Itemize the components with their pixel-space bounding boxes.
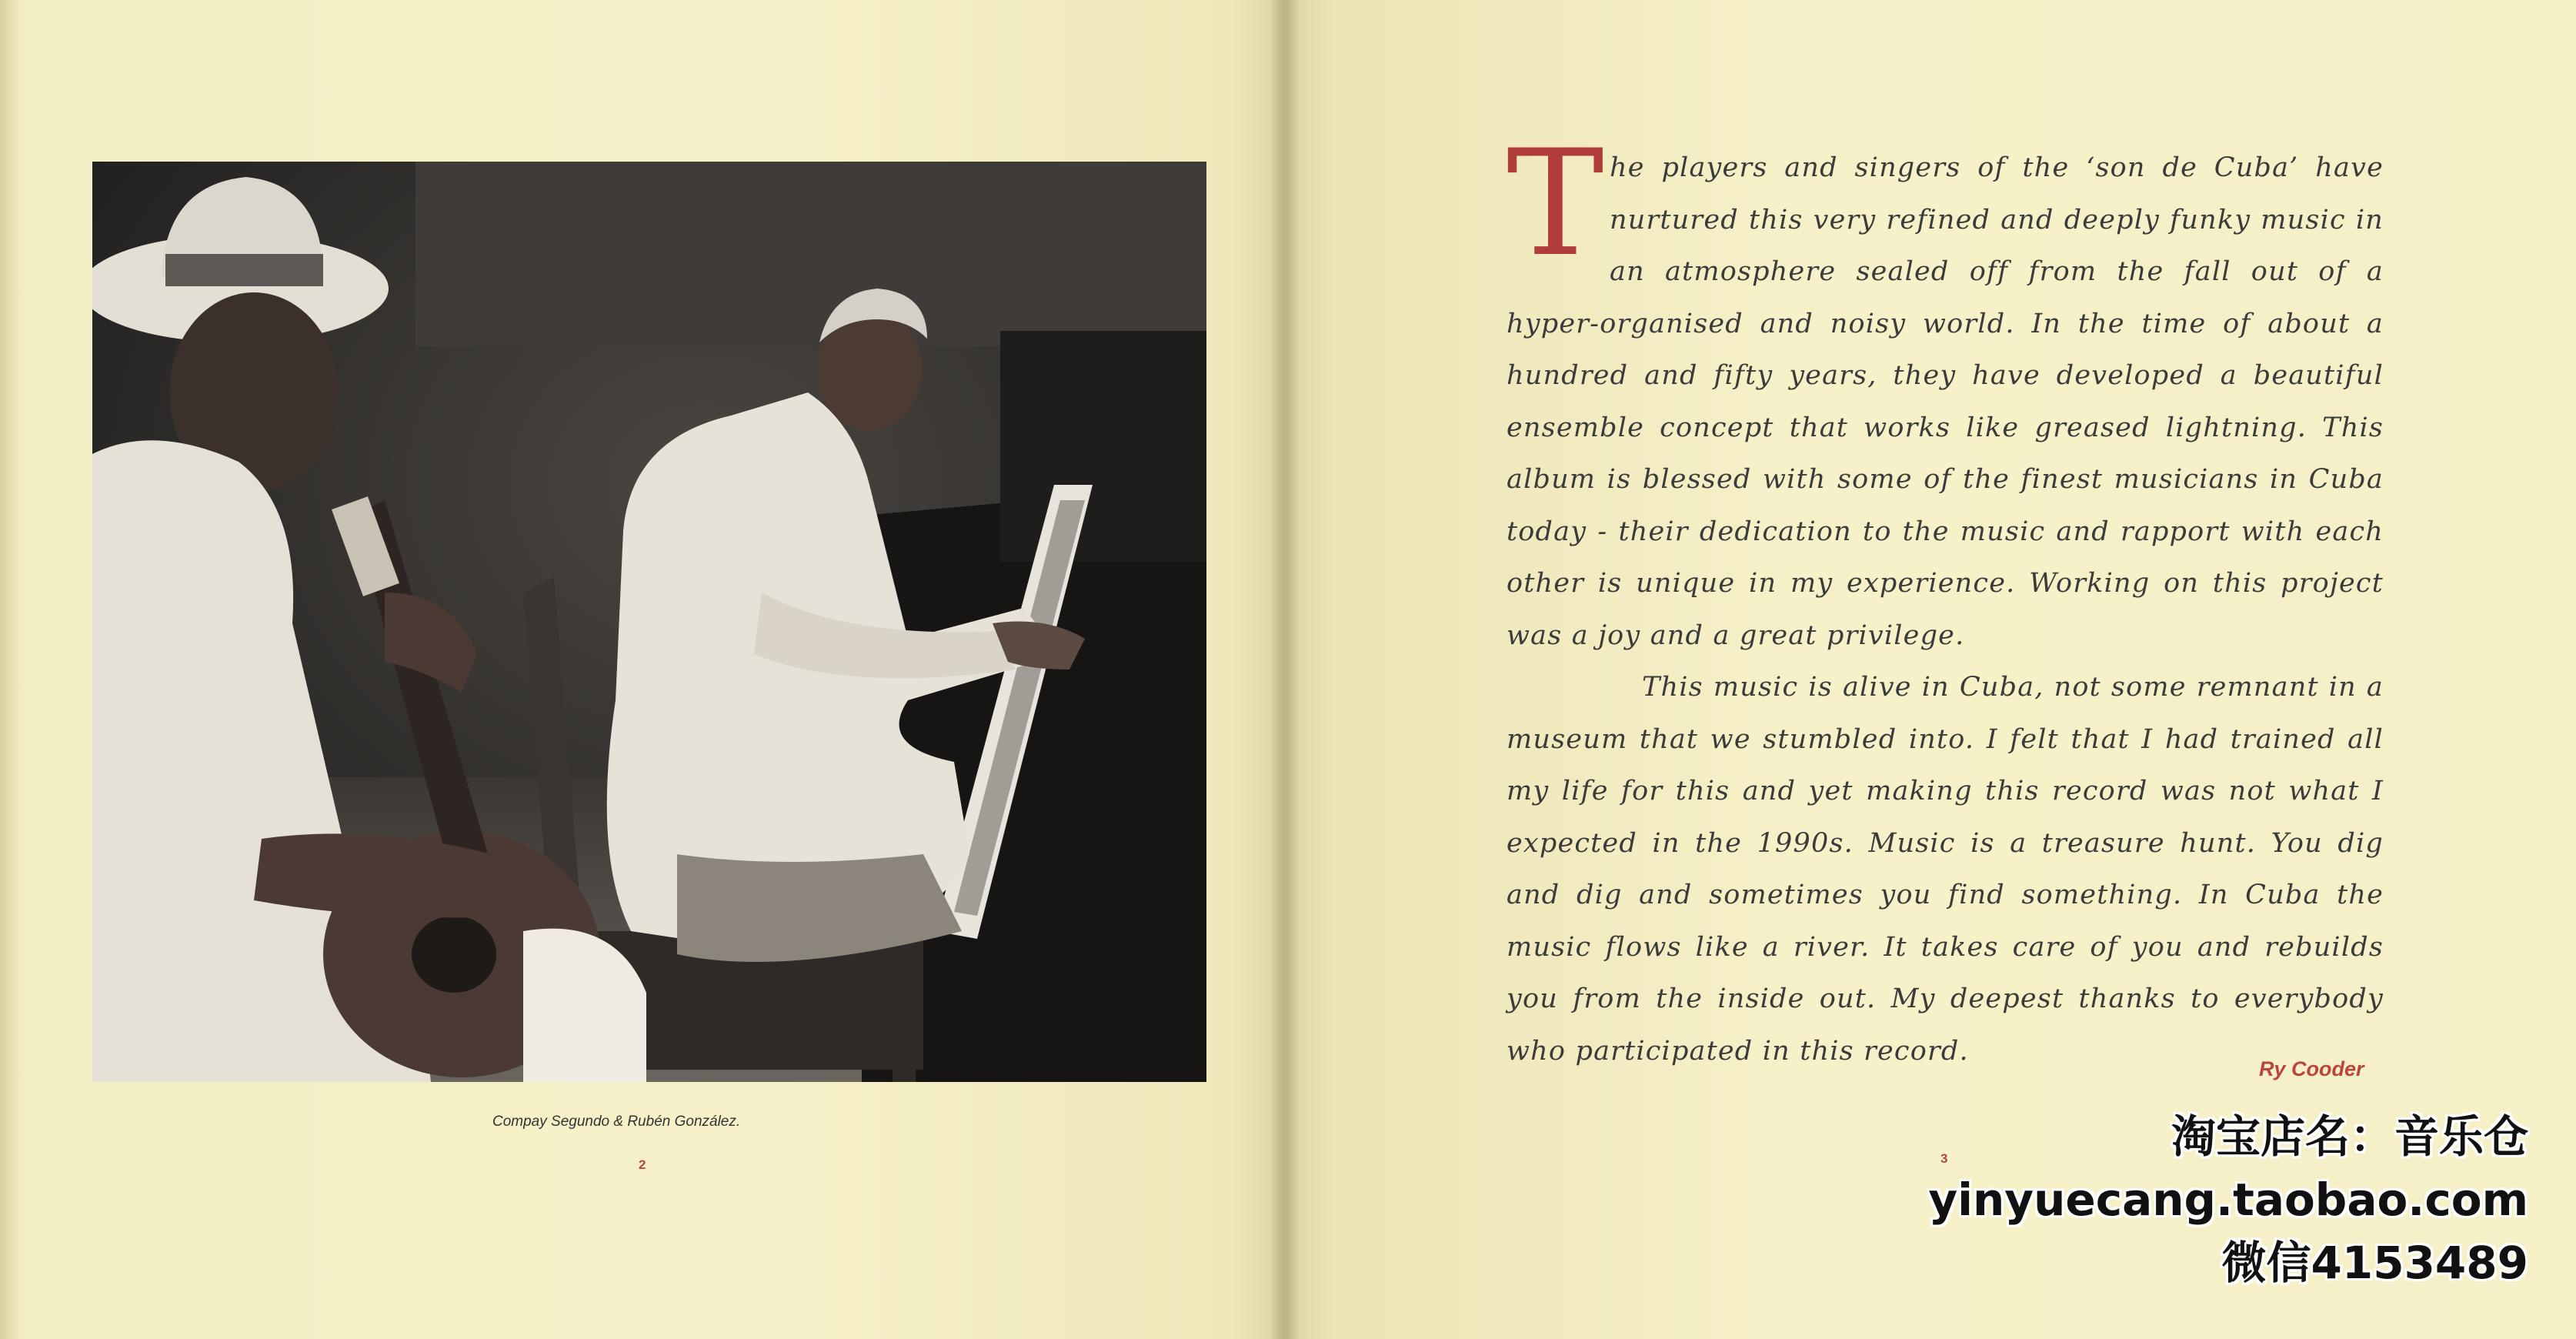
author-signature: Ry Cooder [2259,1057,2364,1080]
liner-notes-text [1507,119,2384,1077]
paragraph-1-text: he players and singers of the ‘son de Cuba’ have nurtured this very refined and deeply funky music in an atmosphere sealed off from the fall out of a hyper-organised and noisy world. In the time of about a hundred and fifty years, they have developed a beautiful ensemble concept that works like greased lightning. This album is blessed with some of the finest musicians in Cuba today - their dedication to the music and rapport with each other is unique in my experience. Working on this project was a joy and a great privilege. [1507,152,2384,651]
drop-cap: T [1507,119,1605,289]
page-number-right: 3 [1940,1151,1948,1166]
page-edge-shadow [0,0,22,1339]
musicians-photo [92,162,1206,1082]
paragraph-1 [1507,119,2384,662]
photo-caption: Compay Segundo & Rubén González. [492,1114,741,1130]
shop-watermark [1928,1105,2528,1294]
book-spine [1270,0,1300,1339]
page-number-left: 2 [639,1157,646,1172]
watermark-shop-name: 淘宝店名：音乐仓 [2171,1110,2528,1163]
watermark-url: yinyuecang.taobao.com [1928,1174,2528,1226]
left-page [0,0,1283,1339]
watermark-wechat: 微信4153489 [2221,1237,2528,1289]
photo-illustration [92,162,1206,1082]
paragraph-2: This music is alive in Cuba, not some remnant in a museum that we stumbled into. I felt that I had trained all my life for this and yet making this record was not what I expected in the 1990s. Music is a treasure hunt. You dig and dig and sometimes you find something. In Cuba the music flows like a river. It takes care of you and rebuilds you from the inside out. My deepest thanks to everybody who participated in this record. [1507,672,2384,1067]
